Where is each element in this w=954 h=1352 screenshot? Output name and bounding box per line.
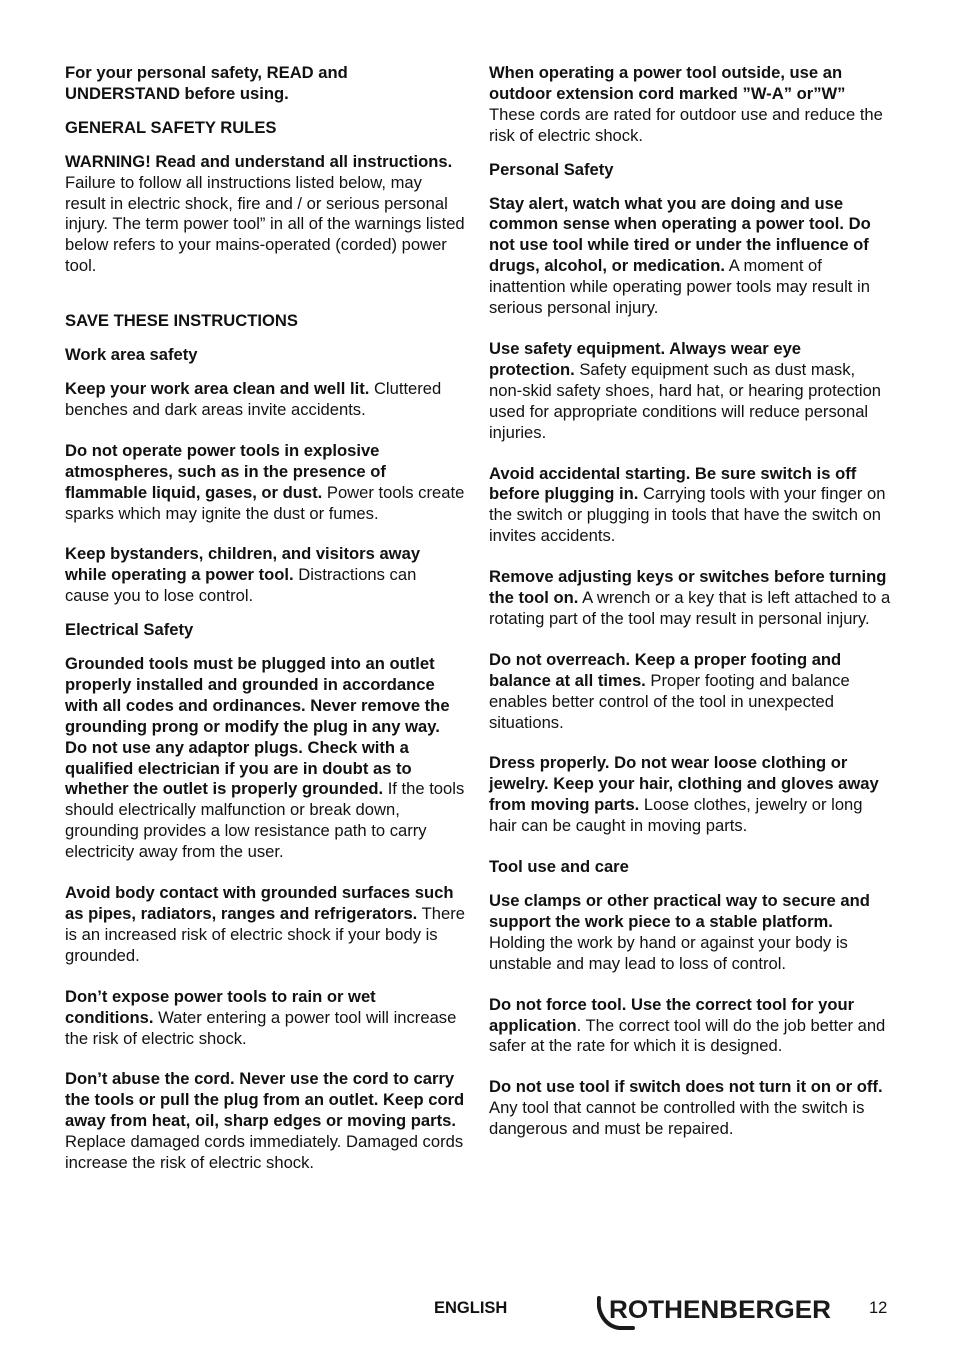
- section-heading: [489, 857, 891, 878]
- body-text: Safety equipment such as dust mask, non-skid safety shoes, hard hat, or hearing protection used for appropriate conditions will reduce personal injuries.: [489, 359, 882, 442]
- page-number: 12: [869, 1299, 888, 1317]
- body-text: . The correct tool will do the job better and safer at the rate for which it is designed.: [489, 1015, 886, 1056]
- body-text: If the tools should electrically malfunction or break down, grounding provides a low resistance path to carry electricity away from the user.: [65, 779, 465, 862]
- bold-lead-text: Keep bystanders, children, and visitors away while operating a power tool.: [65, 544, 421, 585]
- body-text: Carrying tools with your finger on the switch or plugging in tools that have the switch on invites accidents.: [489, 484, 886, 546]
- brand-wordmark: ROTHENBERGER: [609, 1296, 831, 1324]
- safety-rule-paragraph: [489, 650, 891, 734]
- bold-lead-text: Avoid body contact with grounded surfaces such as pipes, radiators, ranges and refrigerators.: [65, 883, 454, 923]
- safety-rule-paragraph: [65, 152, 465, 277]
- bold-lead-text: GENERAL SAFETY RULES: [65, 117, 277, 137]
- bold-lead-text: Grounded tools must be plugged into an outlet properly installed and grounded in accordance with all codes and ordinances. Never remove the grounding prong or modify the plug in any way. Do not use any adaptor plugs. Check with a qualified electrician if you are in doubt as to whether the outlet is properly grounded.: [65, 654, 450, 799]
- bold-lead-text: Remove adjusting keys or switches before turning the tool on.: [489, 567, 887, 608]
- safety-rule-paragraph: [489, 753, 891, 837]
- bold-lead-text: WARNING! Read and understand all instructions.: [65, 151, 453, 171]
- bold-lead-text: SAVE THESE INSTRUCTIONS: [65, 311, 298, 331]
- section-heading: [65, 118, 465, 139]
- bold-lead-text: Personal Safety: [489, 159, 614, 179]
- section-heading: [65, 620, 465, 641]
- body-text: Loose clothes, jewelry or long hair can be caught in moving parts.: [489, 795, 863, 836]
- section-heading: [65, 63, 465, 105]
- bold-lead-text: Stay alert, watch what you are doing and use common sense when operating a power tool. Do not use tool while tired or under the influence of drugs, alcohol, or medication.: [489, 193, 871, 276]
- safety-rule-paragraph: [489, 995, 891, 1058]
- safety-rule-paragraph: [65, 544, 465, 607]
- body-text: A moment of inattention while operating power tools may result in serious personal injury.: [489, 256, 870, 318]
- body-text: A wrench or a key that is left attached to a rotating part of the tool may result in personal injury.: [489, 588, 891, 628]
- safety-rule-paragraph: [65, 441, 465, 525]
- safety-rule-paragraph: [65, 883, 465, 967]
- body-text: Holding the work by hand or against your body is unstable and may lead to loss of control.: [489, 932, 848, 973]
- bold-lead-text: Do not force tool. Use the correct tool for your application: [489, 994, 855, 1035]
- bold-lead-text: Keep your work area clean and well lit.: [65, 378, 370, 398]
- bold-lead-text: Dress properly. Do not wear loose clothing or jewelry. Keep your hair, clothing and gloves away from moving parts.: [489, 753, 879, 815]
- body-text: Failure to follow all instructions listed below, may result in electric shock, fire and / or serious personal injury. The term power tool” in all of the warnings listed below refers to your mains-operated (corded) power tool.: [65, 172, 465, 276]
- bold-lead-text: Do not overreach. Keep a proper footing and balance at all times.: [489, 649, 842, 690]
- body-text: Proper footing and balance enables better control of the tool in unexpected situations.: [489, 670, 850, 732]
- bold-lead-text: Don’t expose power tools to rain or wet conditions.: [65, 986, 376, 1027]
- safety-rule-paragraph: [489, 464, 891, 548]
- bold-lead-text: Tool use and care: [489, 857, 629, 877]
- safety-rule-paragraph: [489, 1077, 891, 1140]
- section-heading: [489, 160, 891, 181]
- safety-rule-paragraph: [65, 379, 465, 421]
- bold-lead-text: Use clamps or other practical way to secure and support the work piece to a stable platform.: [489, 891, 870, 931]
- body-text: Distractions can cause you to lose control.: [65, 565, 417, 606]
- bold-lead-text: Avoid accidental starting. Be sure switch is off before plugging in.: [489, 463, 857, 504]
- right-column: [489, 63, 891, 1140]
- rothenberger-logo: [597, 1292, 833, 1332]
- body-text: Cluttered benches and dark areas invite accidents.: [65, 378, 442, 419]
- safety-rule-paragraph: [489, 194, 891, 319]
- safety-rule-paragraph: [65, 1069, 465, 1174]
- safety-rule-paragraph: [489, 339, 891, 444]
- body-text: These cords are rated for outdoor use and reduce the risk of electric shock.: [489, 104, 883, 145]
- bold-lead-text: When operating a power tool outside, use an outdoor extension cord marked ”W-A” or”W”: [489, 63, 846, 103]
- safety-rule-paragraph: [489, 567, 891, 630]
- bold-lead-text: Electrical Safety: [65, 620, 194, 640]
- left-column: [65, 63, 465, 1174]
- bold-lead-text: Do not use tool if switch does not turn it on or off.: [489, 1077, 883, 1097]
- bold-lead-text: Work area safety: [65, 345, 198, 365]
- bold-lead-text: Don’t abuse the cord. Never use the cord to carry the tools or pull the plug from an outlet. Keep cord away from heat, oil, sharp edges or moving parts.: [65, 1069, 465, 1131]
- safety-rule-paragraph: [489, 891, 891, 975]
- safety-rule-paragraph: [65, 987, 465, 1050]
- body-text: Water entering a power tool will increase the risk of electric shock.: [65, 1007, 457, 1048]
- safety-rule-paragraph: [489, 63, 891, 147]
- section-heading: [65, 311, 465, 332]
- bold-lead-text: For your personal safety, READ and UNDERSTAND before using.: [65, 63, 348, 103]
- section-heading: [65, 345, 465, 366]
- safety-rule-paragraph: [65, 654, 465, 863]
- bold-lead-text: Use safety equipment. Always wear eye protection.: [489, 338, 802, 379]
- footer-language: ENGLISH: [434, 1299, 508, 1317]
- bold-lead-text: Do not operate power tools in explosive atmospheres, such as in the presence of flammable liquid, gases, or dust.: [65, 440, 386, 502]
- body-text: Power tools create sparks which may ignite the dust or fumes.: [65, 482, 465, 523]
- body-text: Any tool that cannot be controlled with the switch is dangerous and must be repaired.: [489, 1098, 865, 1139]
- body-text: Replace damaged cords immediately. Damaged cords increase the risk of electric shock.: [65, 1132, 464, 1173]
- body-text: There is an increased risk of electric shock if your body is grounded.: [65, 904, 465, 965]
